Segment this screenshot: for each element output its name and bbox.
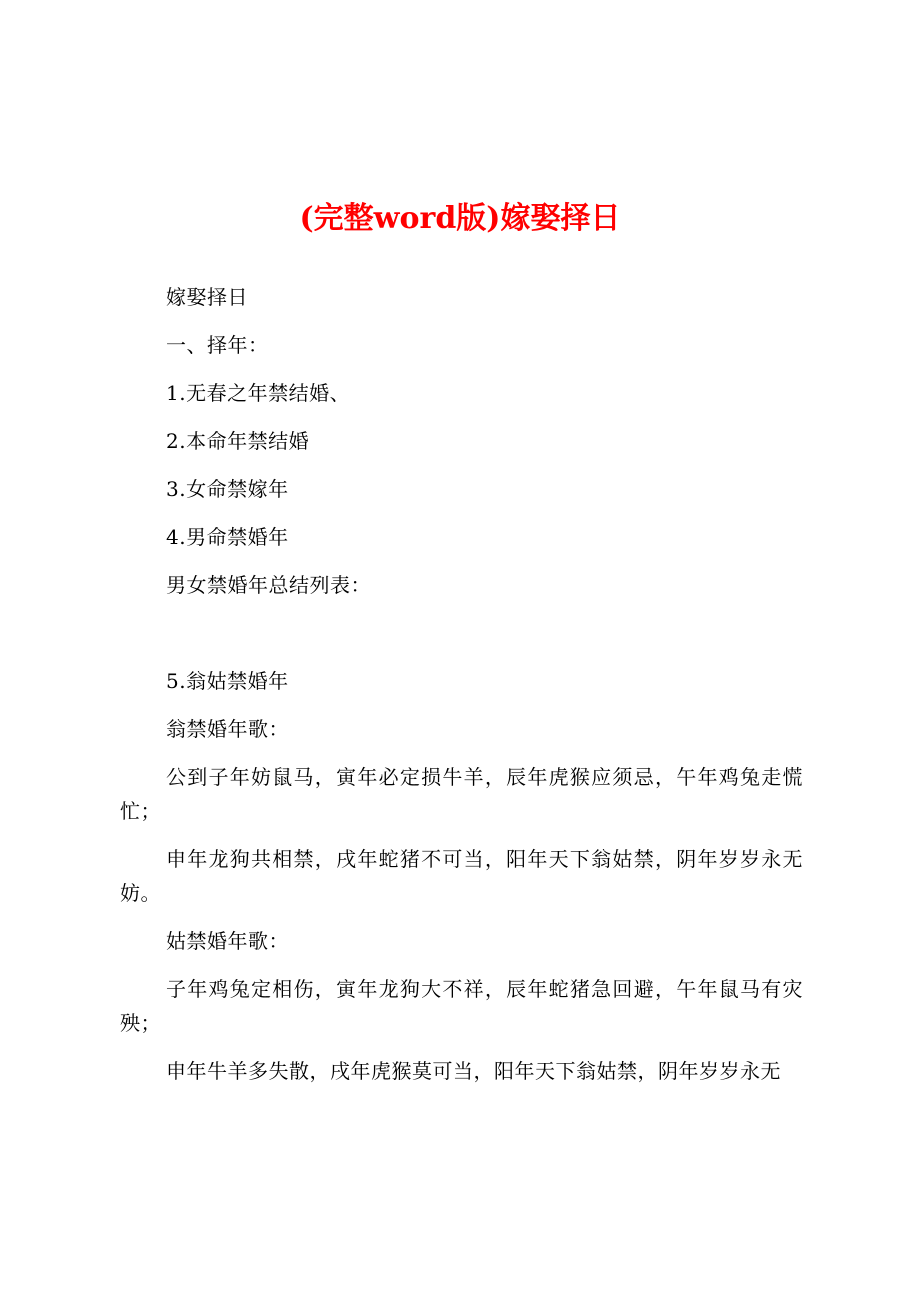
paragraph-song-title-weng: 翁禁婚年歌： <box>166 717 289 741</box>
paragraph-song-weng-line-1: 公到子年妨鼠马，寅年必定损牛羊，辰年虎猴应须忌，午年鸡兔走慌忙； <box>120 765 803 823</box>
paragraph-heading: 嫁娶择日 <box>166 285 248 309</box>
document-body <box>120 280 803 1102</box>
paragraph-item-1: 1.无春之年禁结婚、 <box>166 381 351 405</box>
paragraph-song-gu-line-1: 子年鸡兔定相伤，寅年龙狗大不祥，辰年蛇猪急回避，午年鼠马有灾殃； <box>120 977 803 1035</box>
paragraph-item-5: 5.翁姑禁婚年 <box>166 669 289 693</box>
paragraph-song-gu-line-2: 申年牛羊多失散，戌年虎猴莫可当，阳年天下翁姑禁，阴年岁岁永无 <box>166 1059 781 1083</box>
document-title: (完整word版)嫁娶择日 <box>299 201 621 236</box>
paragraph-item-2: 2.本命年禁结婚 <box>166 429 310 453</box>
table-placeholder-gap <box>120 616 803 664</box>
paragraph-section-1: 一、择年： <box>166 333 269 357</box>
paragraph-song-weng-line-2: 申年龙狗共相禁，戌年蛇猪不可当，阳年天下翁姑禁，阴年岁岁永无妨。 <box>120 847 803 905</box>
paragraph-summary-label: 男女禁婚年总结列表： <box>166 573 371 597</box>
paragraph-item-4: 4.男命禁婚年 <box>166 525 289 549</box>
paragraph-item-3: 3.女命禁嫁年 <box>166 477 289 501</box>
paragraph-song-title-gu: 姑禁婚年歌： <box>166 929 289 953</box>
